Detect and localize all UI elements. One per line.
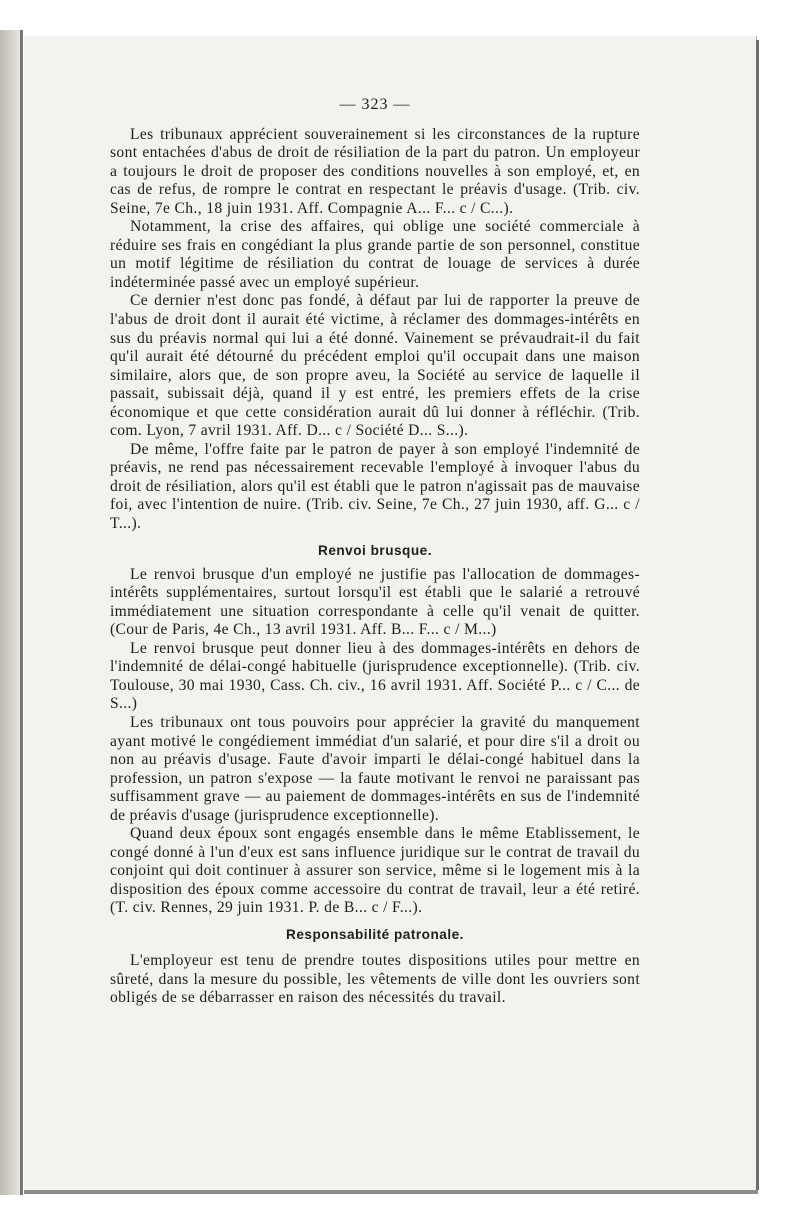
facing-page-edge [0, 30, 22, 1195]
paragraph: L'employeur est tenu de prendre toutes dispositions utiles pour mettre en sûreté, dans la mesure du possible, les vêtements de ville dont les ouvriers sont obligés de se débarrasser en raison des nécessités du travail. [110, 951, 640, 1007]
paragraph: Ce dernier n'est donc pas fondé, à défaut par lui de rapporter la preuve de l'abus de droit dont il aurait été victime, à réclamer des dommages-intérêts en sus du préavis normal qui lui a été donné. Vainement se prévaudrait-il du fait qu'il aurait été détourné du précédent emploi qu'il occupait dans une maison similaire, alors que, de son propre aveu, la Société au service de laquelle il passait, subissait déjà, quand il y est entré, les premiers effets de la crise économique et que cette considération aurait dû lui donner à réfléchir. (Trib. com. Lyon, 7 avril 1931. Aff. D... c / Société D... S...). [110, 292, 640, 440]
page-right-edge [756, 40, 759, 1190]
section-intro [110, 126, 640, 534]
paragraph: Les tribunaux apprécient souverainement si les circonstances de la rupture sont entachées d'abus de droit de résiliation de la part du patron. Un employeur a toujours le droit de proposer des conditions nouvelles à son employé, et, en cas de refus, de rompre le contrat en respectant le préavis d'usage. (Trib. civ. Seine, 7e Ch., 18 juin 1931. Aff. Compagnie A... F... c / C...). [110, 125, 640, 217]
page-text [110, 96, 640, 1008]
paragraph: Le renvoi brusque d'un employé ne justifie pas l'allocation de dommages-intérêts supplémentaires, surtout lorsqu'il est établi que le salarié a retrouvé immédiatement une situation correspondante à celle qu'il venait de quitter. (Cour de Paris, 4e Ch., 13 avril 1931. Aff. B... F... c / M...) [110, 565, 640, 639]
page-bottom-edge [24, 1190, 758, 1194]
paragraph: Quand deux époux sont engagés ensemble dans le même Etablissement, le congé donné à l'un d'eux est sans influence juridique sur le contrat de travail du conjoint qui doit continuer à assurer son service, même si le logement mis à la disposition des époux comme accessoire du contrat de travail, leur a été retiré. (T. civ. Rennes, 29 juin 1931. P. de B... c / F...). [110, 825, 640, 917]
section-heading: Responsabilité patronale. [286, 926, 464, 942]
paragraph: Les tribunaux ont tous pouvoirs pour apprécier la gravité du manquement ayant motivé le congédiement immédiat d'un salarié, et pour dire s'il a droit ou non au préavis d'usage. Faute d'avoir imparti le délai-congé habituel dans la profession, un patron s'expose — la faute motivant le renvoi ne paraissant pas suffisamment grave — au paiement de dommages-intérêts en sus de l'indemnité de préavis d'usage (jurisprudence exceptionnelle). [110, 713, 640, 824]
section-heading: Renvoi brusque. [318, 542, 432, 558]
paragraph: Notamment, la crise des affaires, qui oblige une société commerciale à réduire ses frais en congédiant la plus grande partie de son personnel, constitue un motif légitime de résiliation du contrat de louage de services à durée indéterminée passé avec un employé supérieur. [110, 218, 640, 291]
binding-shadow [20, 30, 23, 1195]
section-renvoi-brusque [110, 542, 640, 918]
paragraph: Le renvoi brusque peut donner lieu à des dommages-intérêts en dehors de l'indemnité de délai-congé habituelle (jurisprudence exceptionnelle). (Trib. civ. Toulouse, 30 mai 1930, Cass. Ch. civ., 16 avril 1931. Aff. Société P... c / C... de S...) [110, 639, 640, 713]
page-number: — 323 — [339, 96, 411, 113]
section-responsabilite-patronale [110, 926, 640, 1008]
paragraph: De même, l'offre faite par le patron de payer à son employé l'indemnité de préavis, ne rend pas nécessairement recevable l'employé à invoquer l'abus du droit de résiliation, alors qu'il est établi que le patron n'agissait pas de mauvaise foi, avec l'intention de nuire. (Trib. civ. Seine, 7e Ch., 27 juin 1930, aff. G... c / T...). [110, 440, 640, 533]
